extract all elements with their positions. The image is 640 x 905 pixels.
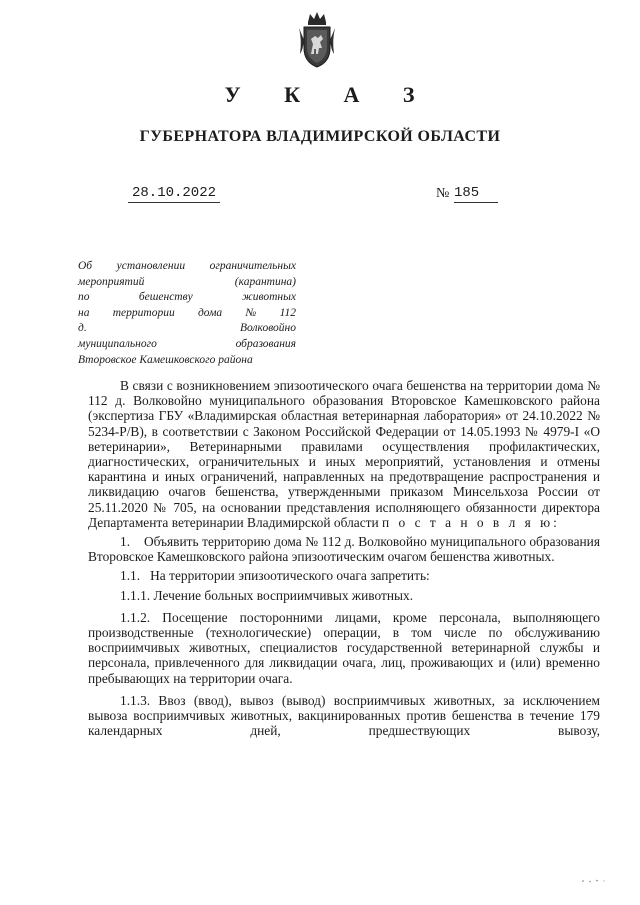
number-label: №: [436, 186, 450, 201]
subject-word: муниципального: [78, 337, 157, 350]
subject-word: ограничительных: [209, 260, 296, 272]
clause-1-1-1: [88, 588, 600, 603]
subject-word: 112: [279, 306, 296, 319]
subject-word: №: [245, 306, 257, 319]
subject-line: [78, 259, 296, 275]
clause-number: 1.1.3.: [120, 692, 151, 708]
subject-line: [78, 306, 296, 322]
clause-number: 1.1.2.: [120, 609, 151, 625]
subject-word: Волковойно: [240, 322, 296, 335]
scan-artifact: [580, 878, 608, 884]
subject-word: на: [78, 306, 90, 319]
subject-line: [78, 321, 296, 337]
subject-word: установлении: [116, 260, 186, 272]
subject-word: мероприятий: [78, 275, 145, 288]
subject-word: д.: [78, 322, 87, 335]
clause-1: [88, 534, 600, 564]
preamble-paragraph: [88, 378, 600, 530]
decree-date: 28.10.2022: [128, 185, 220, 203]
clause-text: Посещение посторонними лицами, кроме персонала, выполняющего производственные (технологические) операции, в том числе по обслуживанию восприимчивых животных, специалистов государственной ветеринарной службы и персонала, привлеченного для ликвидации очага, лиц, проживающих и (или) временно пребывающих на территории очага.: [88, 609, 601, 686]
clause-text: На территории эпизоотического очага запретить:: [150, 568, 430, 584]
subject-word: образования: [235, 337, 296, 350]
subject-word: животных: [242, 291, 296, 304]
subject-line: [78, 337, 296, 353]
clause-text: Ввоз (ввод), вывоз (вывод) восприимчивых животных, за исключением вывоза восприимчивых животных, вакцинированных против бешенства в течение 179 календарных дней, предшествующих вывозу,: [88, 692, 600, 739]
clause-1-1: [88, 568, 600, 583]
clause-text: Лечение больных восприимчивых животных.: [153, 587, 414, 603]
clause-number: 1.: [120, 534, 131, 550]
subject-line: [78, 275, 296, 291]
decree-heading: У К А З: [224, 82, 434, 107]
subject-word: территории: [112, 306, 175, 319]
subject-word: Об: [78, 260, 93, 272]
clause-1-1-3: [88, 693, 600, 739]
subject-word: бешенству: [138, 291, 193, 304]
subject-line: [78, 290, 296, 306]
subject-line: [78, 353, 296, 369]
coat-of-arms-icon: [296, 10, 338, 70]
clause-1-1-2: [88, 610, 600, 686]
clause-text: Объявить территорию дома № 112 д. Волковойно муниципального образования Второвское Камешковского района эпизоотическим очагом бешенства животных.: [88, 534, 600, 565]
clause-number: 1.1.1.: [120, 587, 151, 603]
clause-number: 1.1.: [120, 568, 141, 584]
preamble-text: В связи с возникновением эпизоотического очага бешенства на территории дома № 112 д. Волковойно муниципального образования Второвское Камешковского района (экспертиза ГБУ «Владимирская областная ветеринарная лаборатория» от 24.10.2022 № 5234-Р/В), в соответствии с Законом Российской Федерации от 14.05.1993 № 4979-I «О ветеринарии», Ветеринарными правилами осуществления профилактических, диагностических, ограничительных и иных мероприятий, установления и отмены карантина и иных ограничений, направленных на предотвращение распространения и ликвидацию очагов бешенства, утвержденными приказом Минсельхоза России от 25.11.2020 № 705, на основании представления исполняющего обязанности директора Департамента ветеринарии Владимирской области: [88, 378, 600, 530]
decree-subject: [78, 259, 296, 368]
subject-word: по: [78, 291, 90, 304]
subject-word: дома: [197, 306, 223, 319]
resolve-word: п о с т а н о в л я ю:: [382, 514, 560, 530]
decree-number: 185: [454, 185, 498, 203]
subject-word: Второвское Камешковского района: [78, 353, 253, 366]
issuer-heading: ГУБЕРНАТОРА ВЛАДИМИРСКОЙ ОБЛАСТИ: [139, 128, 501, 145]
decree-body: [88, 378, 600, 738]
subject-word: (карантина): [234, 275, 296, 288]
